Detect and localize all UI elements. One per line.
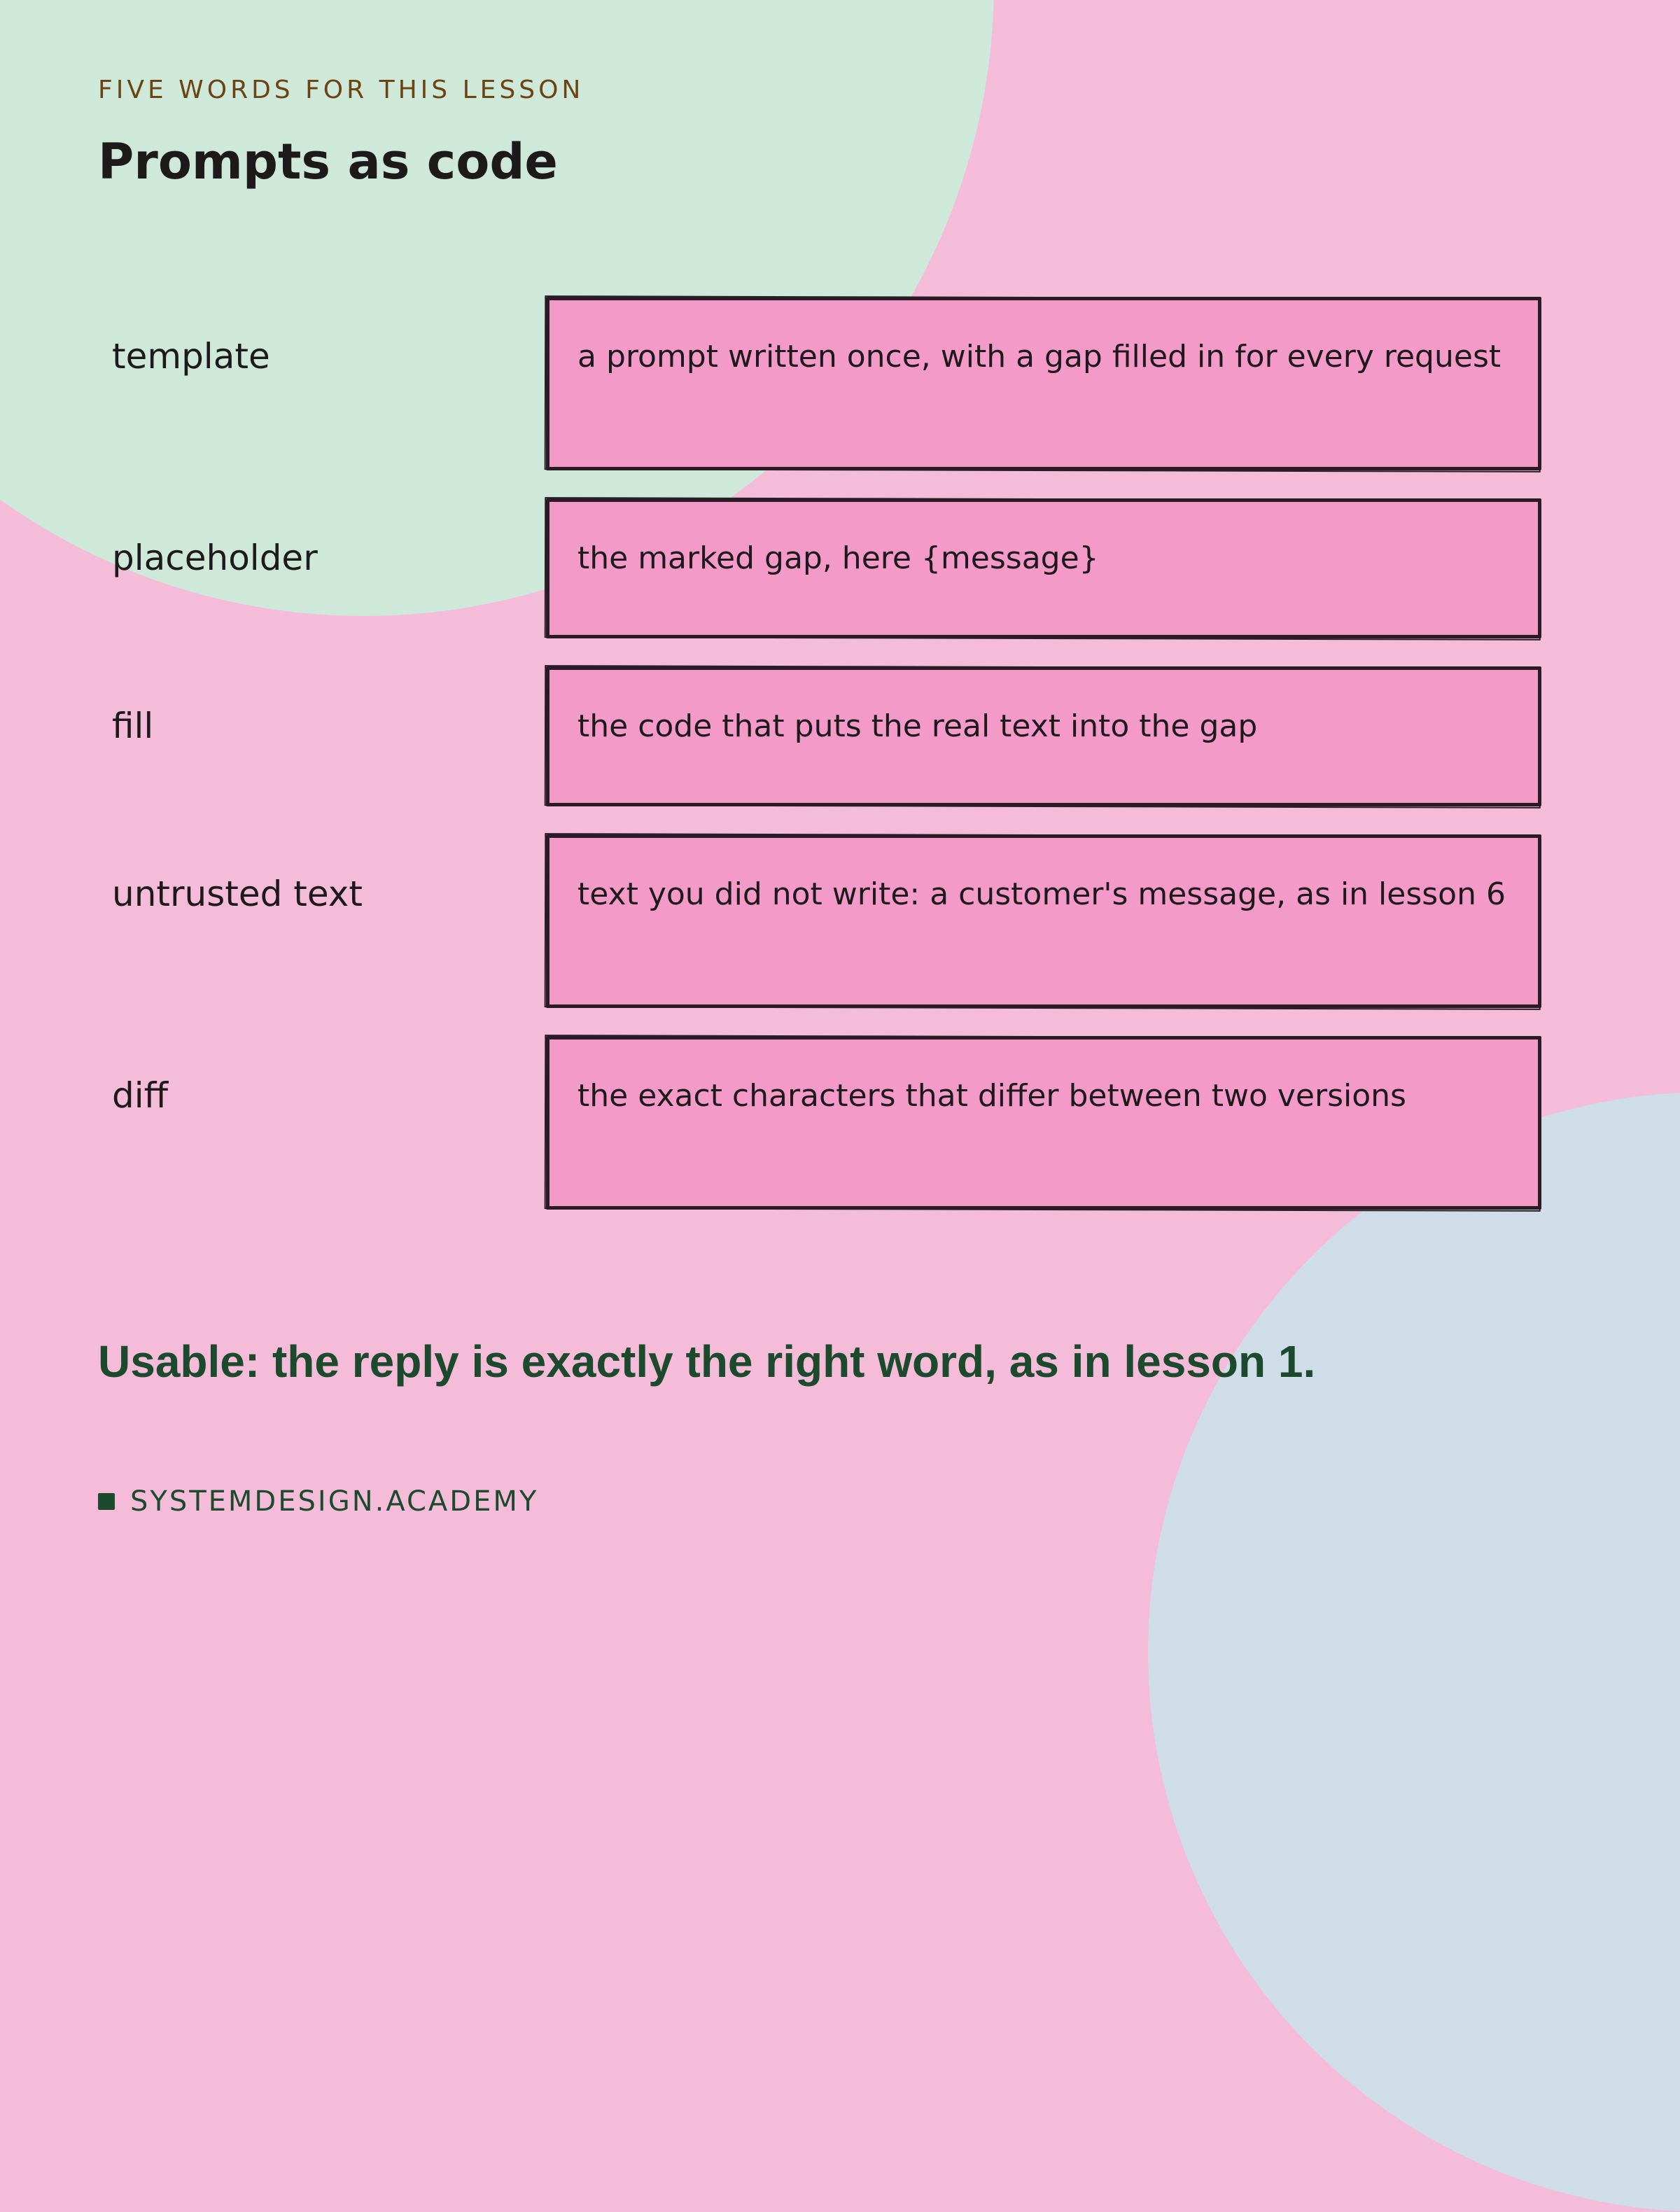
summary-statement: Usable: the reply is exactly the right word, as in lesson 1. <box>98 1336 1316 1387</box>
definition-text: the exact characters that differ between two versions <box>578 1078 1406 1114</box>
footer-brand <box>98 1485 538 1518</box>
definition-text: the code that puts the real text into the gap <box>578 708 1258 744</box>
brand-square-icon <box>98 1493 115 1510</box>
eyebrow-label: FIVE WORDS FOR THIS LESSON <box>98 76 584 104</box>
brand-name: SYSTEMDESIGN.ACADEMY <box>130 1485 539 1518</box>
definition-text: a prompt written once, with a gap filled in for every request <box>578 339 1502 374</box>
decorative-blob-blue <box>1148 1092 1680 2212</box>
definition-card-fill <box>546 666 1541 806</box>
term-diff: diff <box>112 1075 169 1116</box>
definition-card-diff <box>546 1036 1541 1210</box>
term-untrusted-text: untrusted text <box>112 874 363 914</box>
definition-card-placeholder <box>546 498 1541 638</box>
definition-text: text you did not write: a customer's message, as in lesson 6 <box>578 876 1506 912</box>
definition-text: the marked gap, here {message} <box>578 540 1099 576</box>
term-template: template <box>112 336 270 377</box>
term-fill: fill <box>112 706 154 746</box>
page-title: Prompts as code <box>98 133 558 190</box>
definition-card-untrusted-text <box>546 834 1541 1008</box>
term-placeholder: placeholder <box>112 538 318 578</box>
definition-card-template <box>546 297 1541 470</box>
